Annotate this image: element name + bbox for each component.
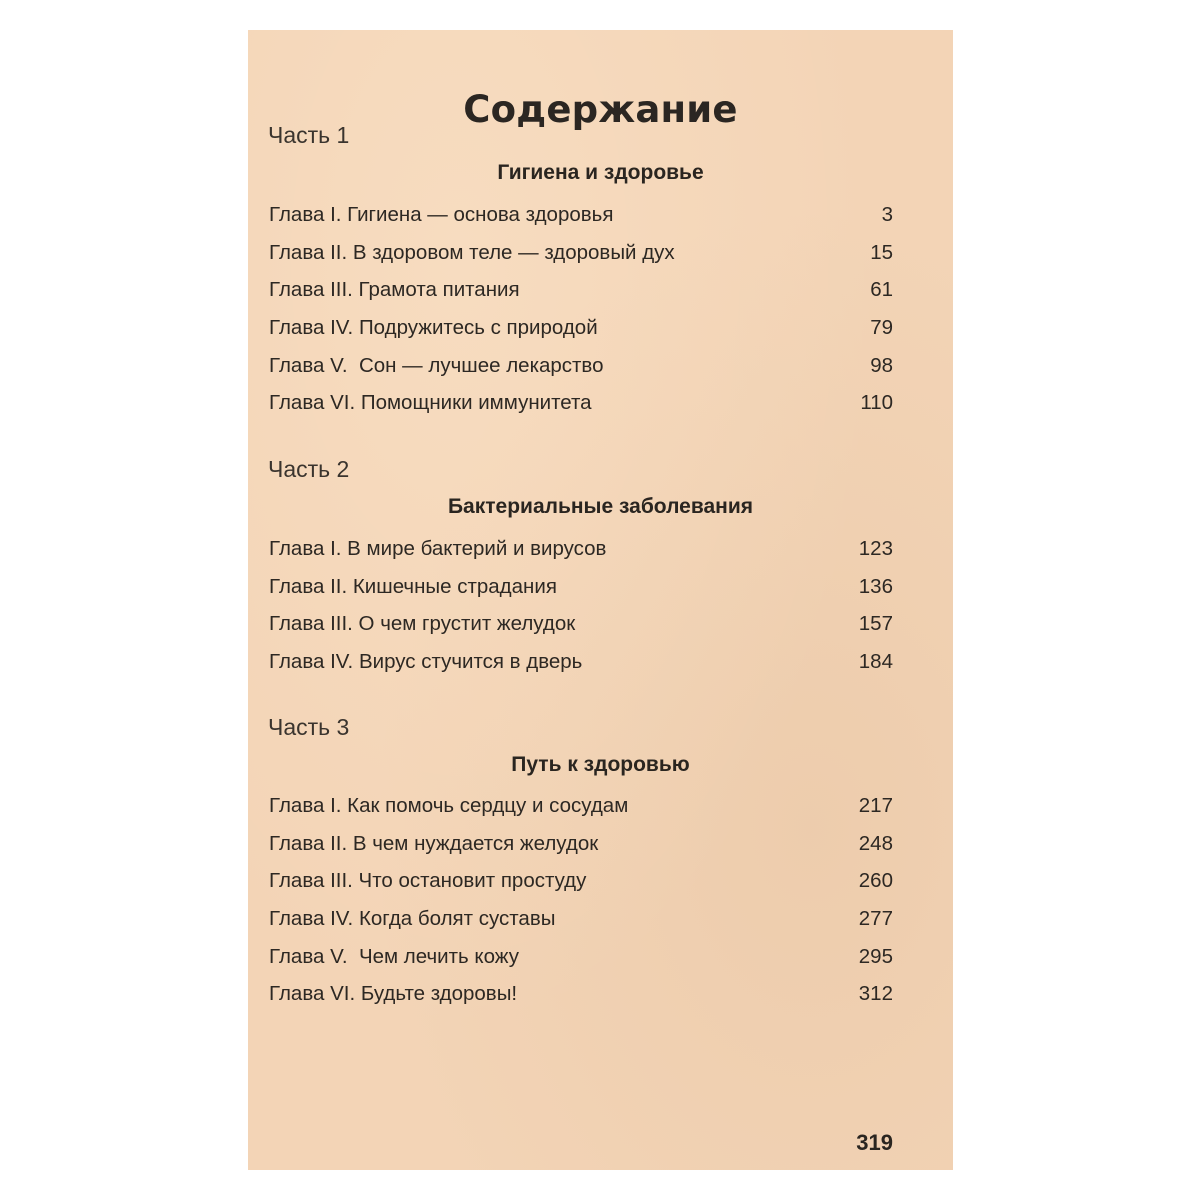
chapter-page-number: 79 [870,316,893,340]
chapter-page-number: 277 [858,907,893,931]
chapter-page-number: 217 [858,794,893,817]
chapter-page-number: 123 [858,537,893,560]
toc-entry[interactable] [269,568,893,606]
chapter-title: Глава IV. Когда болят суставы [269,907,556,931]
toc-entry[interactable] [269,643,893,681]
toc-entry[interactable] [269,530,893,568]
chapter-page-number: 260 [858,869,893,893]
chapter-title: Глава I. Как помочь сердцу и сосудам [269,794,629,817]
part-3-heading: Путь к здоровью [511,753,690,776]
chapter-page-number: 98 [870,353,893,377]
chapter-page-number: 15 [870,240,893,264]
chapter-title: Глава I. В мире бактерий и вирусов [269,537,607,560]
chapter-title: Глава IV. Вирус стучится в дверь [269,650,583,674]
chapter-title: Глава V. Чем лечить кожу [269,944,519,968]
part-2-label: Часть 2 [268,456,350,482]
chapter-title: Глава III. О чем грустит желудок [269,612,576,636]
chapter-page-number: 61 [870,278,893,302]
chapter-title: Глава III. Что остановит простуду [269,869,587,893]
page-number: 319 [856,1130,893,1155]
part-2-heading: Бактериальные заболевания [447,495,754,518]
chapter-title: Глава VI. Помощники иммунитета [269,391,592,415]
toc-entry[interactable] [269,787,893,825]
toc-entry[interactable] [269,384,893,422]
part-1-label: Часть 1 [268,122,350,148]
part-3-chapter-list [269,787,893,1013]
toc-entry[interactable] [269,347,893,385]
chapter-page-number: 248 [858,831,893,855]
toc-entry[interactable] [269,862,893,900]
toc-entry[interactable] [269,825,893,863]
chapter-page-number: 110 [860,391,893,415]
part-1-heading: Гигиена и здоровье [497,161,704,184]
book-page [248,30,953,1170]
part-2-chapter-list [269,530,893,681]
chapter-title: Глава II. В чем нуждается желудок [269,831,599,855]
chapter-page-number: 136 [858,574,893,598]
toc-entry[interactable] [269,309,893,347]
toc-entry[interactable] [269,938,893,976]
toc-entry[interactable] [269,605,893,643]
chapter-page-number: 184 [858,650,893,674]
chapter-title: Глава VI. Будьте здоровы! [269,982,518,1006]
page-title: Содержание [463,88,738,131]
part-1-chapter-list [269,196,893,422]
part-3-label: Часть 3 [268,714,350,740]
chapter-title: Глава V. Сон — лучшее лекарство [269,353,604,377]
chapter-page-number: 312 [858,982,893,1006]
toc-entry[interactable] [269,975,893,1013]
chapter-title: Глава II. В здоровом теле — здоровый дух [269,240,675,264]
chapter-title: Глава III. Грамота питания [269,278,520,302]
chapter-page-number: 295 [858,944,893,968]
toc-entry[interactable] [269,900,893,938]
chapter-title: Глава I. Гигиена — основа здоровья [269,203,614,226]
toc-entry[interactable] [269,271,893,309]
toc-entry[interactable] [269,234,893,272]
toc-entry[interactable] [269,196,893,234]
chapter-page-number: 3 [881,203,893,226]
chapter-title: Глава II. Кишечные страдания [269,574,557,598]
chapter-title: Глава IV. Подружитесь с природой [269,316,598,340]
chapter-page-number: 157 [858,612,893,636]
